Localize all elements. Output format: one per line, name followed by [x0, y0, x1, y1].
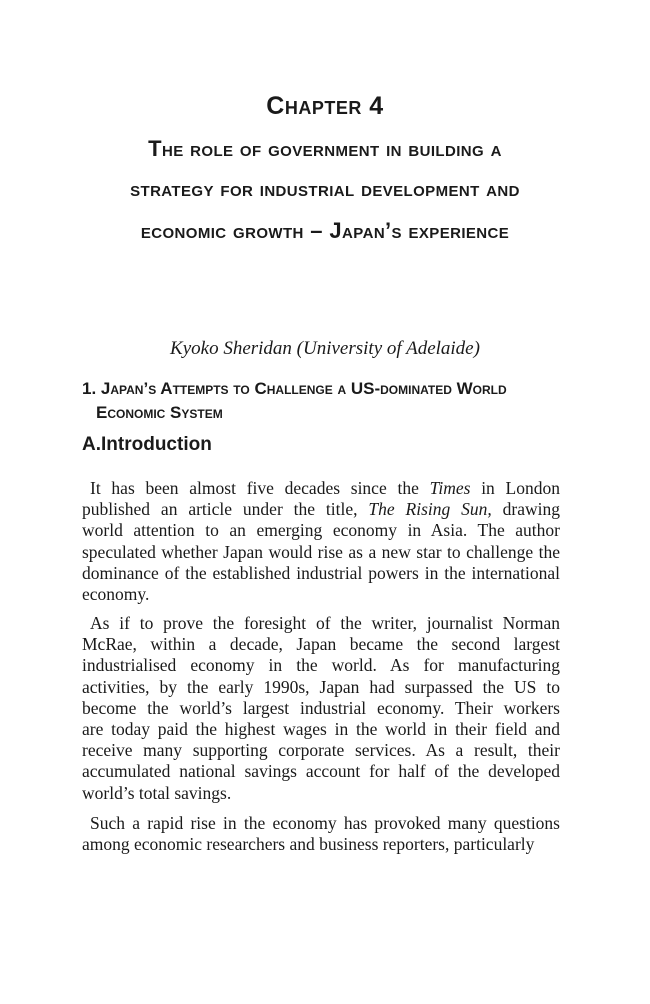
text-line: [82, 634, 560, 655]
text-line: [82, 655, 560, 676]
paragraph-1: [82, 478, 560, 605]
text-segment: speculated whether Japan would rise as a new star to challenge the: [82, 541, 560, 562]
text-segment: drawing: [491, 499, 560, 520]
italic-text: Times: [429, 478, 471, 498]
text-line: [82, 520, 560, 541]
paragraph-3: [82, 813, 560, 855]
section-heading-line-1: 1. Japan’s Attempts to Challenge a US-dominated World: [82, 379, 507, 398]
text-line: [82, 719, 560, 740]
text-segment: are today paid the highest wages in the world in their field and: [82, 718, 560, 739]
text-line: [82, 584, 560, 605]
text-line: [82, 563, 560, 584]
text-segment: Such a rapid rise in the economy has provoked many questions: [90, 813, 560, 833]
text-line: [82, 783, 560, 804]
text-segment: accumulated national savings account for half of the developed: [82, 761, 560, 782]
text-line: [82, 542, 560, 563]
text-line: [82, 834, 560, 855]
text-line: [82, 677, 560, 698]
text-line: [82, 740, 560, 761]
text-segment: As if to prove the foresight of the writer, journalist Norman: [90, 613, 560, 633]
text-segment: published an article under the title,: [82, 499, 369, 520]
text-segment: dominance of the established industrial powers in the international: [82, 562, 560, 583]
author-byline: Kyoko Sheridan (University of Adelaide): [170, 338, 480, 359]
subsection-heading: A.Introduction: [82, 434, 212, 455]
section-heading: [82, 377, 572, 425]
text-line: [82, 499, 560, 520]
text-segment: become the world’s largest industrial economy. Their workers: [82, 697, 560, 718]
text-segment: economy.: [82, 583, 150, 604]
chapter-label: Chapter 4: [266, 92, 384, 120]
text-segment: It has been almost five decades since the: [90, 478, 430, 498]
section-heading-line-2: Economic System: [96, 403, 223, 422]
text-line: [82, 613, 560, 634]
text-line: [82, 813, 560, 834]
chapter-title-line-2: strategy for industrial development and: [130, 176, 520, 201]
text-segment: industrialised economy in the world. As for manufacturing: [82, 655, 560, 676]
text-line: [82, 761, 560, 782]
text-line: [82, 478, 560, 499]
text-segment: McRae, within a decade, Japan became the second largest: [82, 634, 560, 655]
text-line: [82, 698, 560, 719]
chapter-title-line-3: economic growth – Japan’s experience: [140, 218, 510, 243]
text-segment: world’s total savings.: [82, 782, 232, 803]
paragraph-2: [82, 613, 560, 804]
text-segment: receive many supporting corporate services. As a result, their: [82, 740, 560, 761]
text-segment: world attention to an emerging economy in Asia. The author: [82, 520, 560, 541]
text-segment: among economic researchers and business reporters, particularly: [82, 834, 535, 855]
text-segment: in London: [470, 478, 560, 498]
text-segment: activities, by the early 1990s, Japan had surpassed the US to: [82, 676, 560, 697]
chapter-title-line-1: The role of government in building a: [148, 136, 502, 161]
italic-text: The Rising Sun,: [368, 499, 492, 520]
